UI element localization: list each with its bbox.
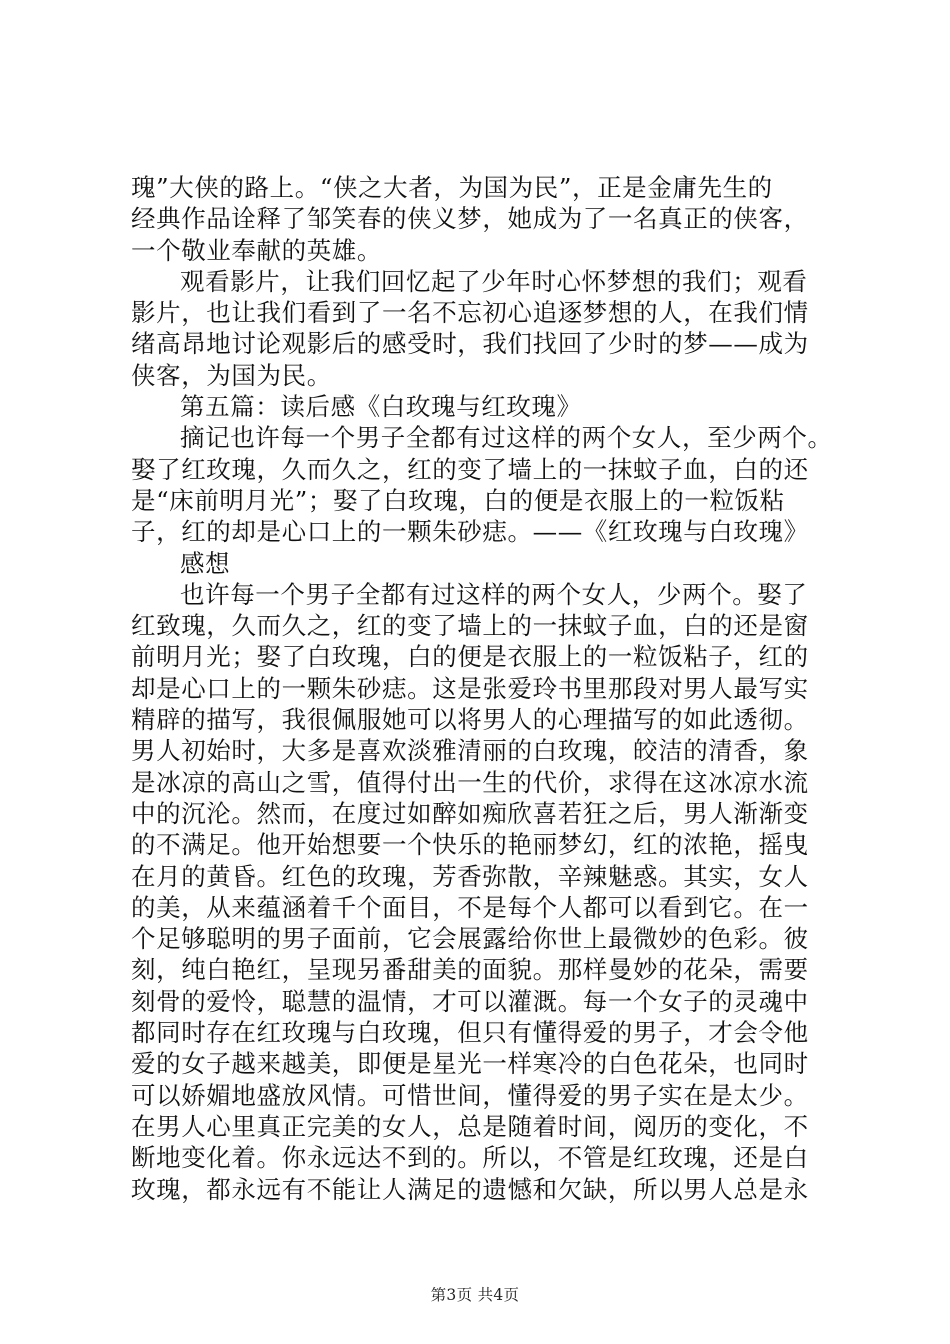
text-line: 在月的黄昏。红色的玫瑰，芳香弥散，辛辣魅惑。其实，女人 [131,861,809,891]
text-line: 娶了红玫瑰，久而久之，红的变了墙上的一抹蚊子血，白的还 [131,454,809,484]
text-line: 刻骨的爱怜，聪慧的温情，才可以灌溉。每一个女子的灵魂中 [131,986,809,1016]
text-line: 的不满足。他开始想要一个快乐的艳丽梦幻，红的浓艳，摇曳 [131,830,809,860]
text-line: 是“床前明月光”；娶了白玫瑰，白的便是衣服上的一粒饭粘 [131,485,785,515]
text-line: 绪高昂地讨论观影后的感受时，我们找回了少时的梦——成为 [131,329,809,359]
text-line: 瑰”大侠的路上。“侠之大者，为国为民”，正是金庸先生的 [131,173,773,202]
text-line: 也许每一个男子全都有过这样的两个女人，少两个。娶了 [180,579,808,609]
text-line: 中的沉沦。然而，在度过如醉如痴欣喜若狂之后，男人渐渐变 [131,798,809,828]
text-line: 爱的女子越来越美，即便是星光一样寒冷的白色花朵，也同时 [131,1049,809,1079]
document-body [131,172,836,1205]
text-line: 感想 [180,548,231,578]
text-line: 却是心口上的一颗朱砂痣。这是张爱玲书里那段对男人最写实 [131,673,809,703]
text-line: 个足够聪明的男子面前，它会展露给你世上最微妙的色彩。彼 [131,924,809,954]
text-line: 男人初始时，大多是喜欢淡雅清丽的白玫瑰，皎洁的清香，象 [131,736,809,766]
text-line: 刻，纯白艳红，呈现另番甜美的面貌。那样曼妙的花朵，需要 [131,955,809,985]
text-line: 经典作品诠释了邹笑春的侠义梦，她成为了一名真正的侠客， [131,204,809,234]
text-line: 断地变化着。你永远达不到的。所以，不管是红玫瑰，还是白 [131,1143,809,1173]
text-line: 玫瑰，都永远有不能让人满足的遗憾和欠缺，所以男人总是永 [131,1174,809,1204]
page-footer: 第3页 共4页 [430,1286,520,1304]
text-line: 一个敬业奉献的英雄。 [131,235,382,265]
text-line: 是冰凉的高山之雪，值得付出一生的代价，求得在这冰凉水流 [131,767,809,797]
text-line: 侠客，为国为民。 [131,360,332,390]
text-line: 可以娇媚地盛放风情。可惜世间，懂得爱的男子实在是太少。 [131,1080,809,1110]
text-line: 影片，也让我们看到了一名不忘初心追逐梦想的人，在我们情 [131,298,809,328]
text-line: 在男人心里真正完美的女人，总是随着时间，阅历的变化，不 [131,1111,809,1141]
text-line: 的美，从来蕴涵着千个面目，不是每个人都可以看到它。在一 [131,892,809,922]
text-line: 都同时存在红玫瑰与白玫瑰，但只有懂得爱的男子，才会令他 [131,1018,809,1048]
text-line: 摘记也许每一个男子全都有过这样的两个女人，至少两个。 [180,423,833,453]
text-line: 观看影片，让我们回忆起了少年时心怀梦想的我们；观看 [180,266,808,296]
text-line: 精辟的描写，我很佩服她可以将男人的心理描写的如此透彻。 [131,705,809,735]
text-line: 红致瑰，久而久之，红的变了墙上的一抹蚊子血，白的还是窗 [131,611,809,641]
text-line: 第五篇：读后感《白玫瑰与红玫瑰》 [180,392,582,422]
text-line: 前明月光；娶了白玫瑰，白的便是衣服上的一粒饭粘子，红的 [131,642,809,672]
text-line: 子，红的却是心口上的一颗朱砂痣。——《红玫瑰与白玫瑰》 [131,517,809,547]
